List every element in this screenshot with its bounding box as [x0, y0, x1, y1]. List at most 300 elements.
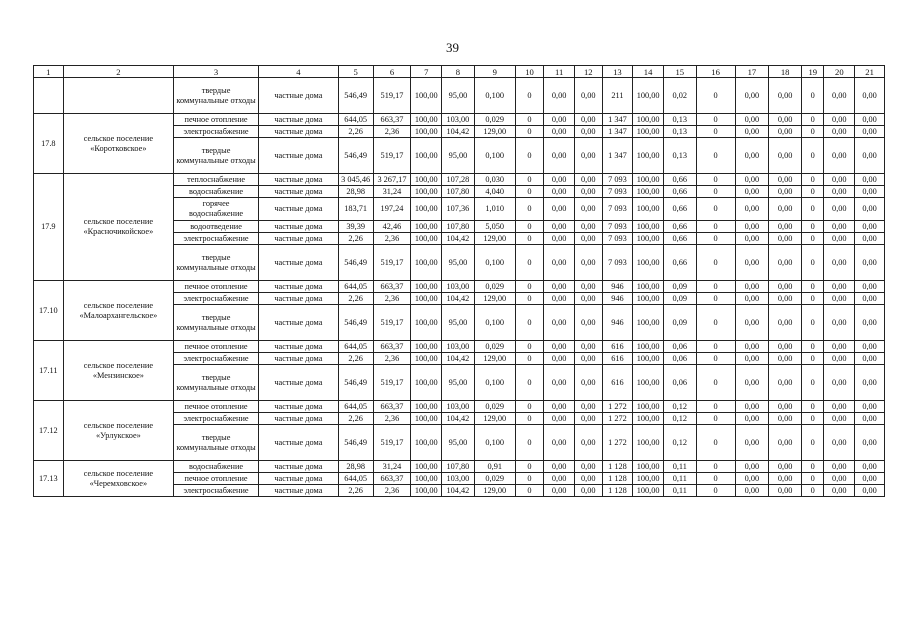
value-cell: 0 — [696, 305, 735, 341]
value-cell: 0,00 — [735, 198, 769, 221]
value-cell: 0,00 — [855, 365, 885, 401]
value-cell: 946 — [602, 293, 633, 305]
value-cell: 183,71 — [338, 198, 373, 221]
housing-type: частные дома — [259, 485, 339, 497]
value-cell: 211 — [602, 78, 633, 114]
value-cell: 0 — [696, 293, 735, 305]
value-cell: 0,00 — [855, 186, 885, 198]
value-cell: 0,00 — [544, 413, 575, 425]
value-cell: 0,00 — [824, 78, 855, 114]
value-cell: 95,00 — [442, 138, 475, 174]
value-cell: 107,80 — [442, 461, 475, 473]
value-cell: 0,00 — [855, 198, 885, 221]
value-cell: 0 — [801, 114, 824, 126]
value-cell: 0 — [801, 281, 824, 293]
value-cell: 0,00 — [574, 198, 602, 221]
value-cell: 2,26 — [338, 485, 373, 497]
housing-type: частные дома — [259, 401, 339, 413]
value-cell: 0,12 — [663, 401, 696, 413]
value-cell: 0,00 — [769, 198, 802, 221]
value-cell: 0,00 — [824, 233, 855, 245]
value-cell: 0,00 — [855, 174, 885, 186]
value-cell: 0,00 — [574, 126, 602, 138]
value-cell: 100,00 — [633, 425, 664, 461]
value-cell: 519,17 — [373, 138, 411, 174]
value-cell: 0 — [515, 174, 544, 186]
value-cell: 0 — [801, 413, 824, 425]
service-type: печное отопление — [174, 114, 259, 126]
value-cell: 0 — [696, 401, 735, 413]
value-cell: 2,36 — [373, 413, 411, 425]
value-cell: 0 — [801, 245, 824, 281]
column-header: 10 — [515, 66, 544, 78]
value-cell: 0 — [696, 341, 735, 353]
value-cell: 0,00 — [824, 245, 855, 281]
value-cell: 0,00 — [544, 126, 575, 138]
value-cell: 0 — [696, 473, 735, 485]
value-cell: 0 — [696, 245, 735, 281]
value-cell: 0,00 — [855, 293, 885, 305]
value-cell: 0 — [696, 126, 735, 138]
value-cell: 0 — [515, 353, 544, 365]
service-type: электроснабжение — [174, 413, 259, 425]
service-type: твердые коммунальные отходы — [174, 305, 259, 341]
value-cell: 0 — [515, 198, 544, 221]
value-cell: 546,49 — [338, 365, 373, 401]
value-cell: 0,00 — [544, 221, 575, 233]
table-row — [34, 174, 885, 186]
value-cell: 0,00 — [855, 245, 885, 281]
value-cell: 0,029 — [474, 114, 515, 126]
header-row — [34, 66, 885, 78]
value-cell: 100,00 — [633, 114, 664, 126]
value-cell: 0,00 — [824, 198, 855, 221]
value-cell: 129,00 — [474, 413, 515, 425]
value-cell: 519,17 — [373, 305, 411, 341]
value-cell: 0,00 — [855, 138, 885, 174]
value-cell: 100,00 — [633, 473, 664, 485]
value-cell: 104,42 — [442, 485, 475, 497]
page-number: 39 — [446, 40, 459, 55]
housing-type: частные дома — [259, 353, 339, 365]
value-cell: 0,100 — [474, 365, 515, 401]
housing-type: частные дома — [259, 293, 339, 305]
value-cell: 0,00 — [855, 485, 885, 497]
table-row — [34, 461, 885, 473]
value-cell: 0,00 — [855, 413, 885, 425]
value-cell: 0,12 — [663, 425, 696, 461]
value-cell: 0,00 — [769, 473, 802, 485]
housing-type: частные дома — [259, 126, 339, 138]
value-cell: 0 — [515, 401, 544, 413]
service-type: электроснабжение — [174, 126, 259, 138]
value-cell: 104,42 — [442, 126, 475, 138]
value-cell: 0,00 — [735, 365, 769, 401]
value-cell: 0,00 — [824, 341, 855, 353]
value-cell: 0,00 — [855, 233, 885, 245]
value-cell: 616 — [602, 341, 633, 353]
value-cell: 0,00 — [769, 425, 802, 461]
table-row — [34, 78, 885, 114]
value-cell: 0,00 — [735, 78, 769, 114]
value-cell: 0,00 — [574, 174, 602, 186]
value-cell: 1 272 — [602, 413, 633, 425]
value-cell: 946 — [602, 305, 633, 341]
value-cell: 0,00 — [544, 365, 575, 401]
value-cell: 100,00 — [411, 233, 442, 245]
value-cell: 129,00 — [474, 353, 515, 365]
value-cell: 107,80 — [442, 186, 475, 198]
column-header: 9 — [474, 66, 515, 78]
value-cell: 100,00 — [633, 126, 664, 138]
value-cell: 31,24 — [373, 461, 411, 473]
value-cell: 100,00 — [411, 174, 442, 186]
value-cell: 0,66 — [663, 174, 696, 186]
value-cell: 0 — [696, 413, 735, 425]
value-cell: 0 — [801, 198, 824, 221]
value-cell: 0,00 — [769, 138, 802, 174]
value-cell: 2,36 — [373, 485, 411, 497]
value-cell: 0,00 — [544, 425, 575, 461]
value-cell: 0 — [801, 233, 824, 245]
value-cell: 0 — [696, 485, 735, 497]
value-cell: 546,49 — [338, 78, 373, 114]
value-cell: 0,00 — [544, 473, 575, 485]
value-cell: 0,00 — [735, 186, 769, 198]
municipality-name: сельское поселение «Красночикойское» — [63, 174, 173, 281]
value-cell: 104,42 — [442, 293, 475, 305]
value-cell: 0 — [515, 413, 544, 425]
value-cell: 100,00 — [633, 341, 664, 353]
value-cell: 100,00 — [633, 233, 664, 245]
value-cell: 0,00 — [769, 186, 802, 198]
value-cell: 0,00 — [735, 353, 769, 365]
value-cell: 0,00 — [824, 281, 855, 293]
value-cell: 0 — [801, 221, 824, 233]
value-cell: 104,42 — [442, 353, 475, 365]
housing-type: частные дома — [259, 186, 339, 198]
value-cell: 519,17 — [373, 425, 411, 461]
value-cell: 0,100 — [474, 78, 515, 114]
value-cell: 0,00 — [855, 473, 885, 485]
value-cell: 519,17 — [373, 245, 411, 281]
value-cell: 0,00 — [735, 461, 769, 473]
housing-type: частные дома — [259, 138, 339, 174]
value-cell: 100,00 — [411, 353, 442, 365]
value-cell: 0,00 — [855, 78, 885, 114]
value-cell: 100,00 — [411, 401, 442, 413]
value-cell: 0 — [515, 186, 544, 198]
value-cell: 546,49 — [338, 425, 373, 461]
value-cell: 0 — [801, 174, 824, 186]
value-cell: 0,030 — [474, 174, 515, 186]
value-cell: 0,00 — [824, 126, 855, 138]
value-cell: 100,00 — [633, 281, 664, 293]
service-type: твердые коммунальные отходы — [174, 425, 259, 461]
value-cell: 0,00 — [544, 485, 575, 497]
value-cell: 644,05 — [338, 281, 373, 293]
column-header: 7 — [411, 66, 442, 78]
value-cell: 104,42 — [442, 233, 475, 245]
value-cell: 1 347 — [602, 114, 633, 126]
value-cell: 107,80 — [442, 221, 475, 233]
value-cell: 100,00 — [411, 198, 442, 221]
value-cell: 0 — [515, 341, 544, 353]
value-cell: 0,00 — [769, 365, 802, 401]
value-cell: 100,00 — [633, 221, 664, 233]
table-row — [34, 281, 885, 293]
housing-type: частные дома — [259, 281, 339, 293]
service-type: печное отопление — [174, 281, 259, 293]
column-header: 13 — [602, 66, 633, 78]
value-cell: 0,00 — [574, 114, 602, 126]
value-cell: 100,00 — [411, 186, 442, 198]
value-cell: 1 347 — [602, 126, 633, 138]
value-cell: 1 128 — [602, 461, 633, 473]
municipality-name: сельское поселение «Черемховское» — [63, 461, 173, 497]
value-cell: 100,00 — [411, 138, 442, 174]
value-cell: 0,00 — [855, 425, 885, 461]
value-cell: 0,00 — [824, 461, 855, 473]
value-cell: 3 045,46 — [338, 174, 373, 186]
value-cell: 0,00 — [574, 305, 602, 341]
value-cell: 0,00 — [735, 341, 769, 353]
value-cell: 0,00 — [735, 114, 769, 126]
column-header: 3 — [174, 66, 259, 78]
value-cell: 100,00 — [633, 174, 664, 186]
value-cell: 31,24 — [373, 186, 411, 198]
tariff-table — [33, 65, 885, 497]
value-cell: 0,00 — [544, 138, 575, 174]
value-cell: 0,00 — [735, 485, 769, 497]
column-header: 8 — [442, 66, 475, 78]
value-cell: 100,00 — [633, 461, 664, 473]
value-cell: 0,00 — [769, 353, 802, 365]
value-cell: 100,00 — [633, 305, 664, 341]
value-cell: 663,37 — [373, 401, 411, 413]
service-type: твердые коммунальные отходы — [174, 245, 259, 281]
value-cell: 0 — [801, 485, 824, 497]
value-cell: 0,00 — [824, 114, 855, 126]
column-header: 5 — [338, 66, 373, 78]
value-cell: 0 — [515, 245, 544, 281]
column-header: 20 — [824, 66, 855, 78]
service-type: твердые коммунальные отходы — [174, 138, 259, 174]
value-cell: 100,00 — [411, 341, 442, 353]
value-cell: 129,00 — [474, 485, 515, 497]
municipality-name: сельское поселение «Коротковское» — [63, 114, 173, 174]
value-cell: 0,029 — [474, 341, 515, 353]
value-cell: 0 — [801, 305, 824, 341]
value-cell: 0,00 — [769, 293, 802, 305]
value-cell: 100,00 — [411, 461, 442, 473]
value-cell: 0,00 — [574, 353, 602, 365]
column-header: 2 — [63, 66, 173, 78]
service-type: теплоснабжение — [174, 174, 259, 186]
value-cell: 103,00 — [442, 281, 475, 293]
value-cell: 0,00 — [769, 281, 802, 293]
value-cell: 0,00 — [544, 114, 575, 126]
value-cell: 129,00 — [474, 293, 515, 305]
value-cell: 0,00 — [574, 341, 602, 353]
value-cell: 0,100 — [474, 138, 515, 174]
value-cell: 0,00 — [824, 485, 855, 497]
value-cell: 616 — [602, 353, 633, 365]
value-cell: 1 272 — [602, 401, 633, 413]
value-cell: 0 — [801, 186, 824, 198]
value-cell: 100,00 — [411, 365, 442, 401]
value-cell: 0,13 — [663, 138, 696, 174]
value-cell: 0,00 — [769, 221, 802, 233]
value-cell: 0,00 — [769, 233, 802, 245]
value-cell: 0 — [515, 281, 544, 293]
value-cell: 0,00 — [574, 461, 602, 473]
value-cell: 663,37 — [373, 473, 411, 485]
value-cell: 0,00 — [544, 233, 575, 245]
value-cell: 0,66 — [663, 245, 696, 281]
value-cell: 100,00 — [411, 126, 442, 138]
value-cell: 0,11 — [663, 485, 696, 497]
value-cell: 0,00 — [544, 78, 575, 114]
value-cell: 0,00 — [544, 353, 575, 365]
value-cell: 0 — [696, 233, 735, 245]
value-cell: 0 — [515, 425, 544, 461]
value-cell: 2,26 — [338, 353, 373, 365]
value-cell: 0 — [515, 233, 544, 245]
value-cell: 0 — [515, 78, 544, 114]
value-cell: 0 — [801, 365, 824, 401]
value-cell: 100,00 — [411, 221, 442, 233]
value-cell: 0,00 — [735, 221, 769, 233]
value-cell: 0,00 — [574, 78, 602, 114]
value-cell: 0,00 — [769, 78, 802, 114]
value-cell: 2,26 — [338, 413, 373, 425]
value-cell: 0 — [515, 473, 544, 485]
value-cell: 0,66 — [663, 186, 696, 198]
value-cell: 0,00 — [855, 353, 885, 365]
value-cell: 95,00 — [442, 305, 475, 341]
value-cell: 0,00 — [544, 401, 575, 413]
value-cell: 0 — [696, 78, 735, 114]
row-number: 17.9 — [34, 174, 64, 281]
value-cell: 103,00 — [442, 114, 475, 126]
value-cell: 0 — [696, 461, 735, 473]
value-cell: 0,12 — [663, 413, 696, 425]
housing-type: частные дома — [259, 78, 339, 114]
value-cell: 2,26 — [338, 233, 373, 245]
value-cell: 0,100 — [474, 245, 515, 281]
value-cell: 95,00 — [442, 425, 475, 461]
value-cell: 0 — [515, 114, 544, 126]
value-cell: 0,00 — [824, 365, 855, 401]
value-cell: 0 — [801, 341, 824, 353]
value-cell: 28,98 — [338, 186, 373, 198]
value-cell: 0,00 — [824, 425, 855, 461]
value-cell: 0,00 — [574, 425, 602, 461]
value-cell: 0,00 — [574, 365, 602, 401]
value-cell: 0 — [801, 425, 824, 461]
value-cell: 0 — [515, 138, 544, 174]
value-cell: 546,49 — [338, 245, 373, 281]
value-cell: 0,00 — [855, 461, 885, 473]
service-type: электроснабжение — [174, 485, 259, 497]
value-cell: 0,11 — [663, 461, 696, 473]
value-cell: 100,00 — [411, 425, 442, 461]
value-cell: 100,00 — [411, 305, 442, 341]
column-header: 18 — [769, 66, 802, 78]
column-header: 1 — [34, 66, 64, 78]
value-cell: 7 093 — [602, 233, 633, 245]
value-cell: 0,00 — [735, 126, 769, 138]
value-cell: 0,00 — [769, 245, 802, 281]
value-cell: 100,00 — [411, 281, 442, 293]
value-cell: 0,00 — [544, 293, 575, 305]
column-header: 12 — [574, 66, 602, 78]
value-cell: 2,36 — [373, 126, 411, 138]
value-cell: 0,00 — [544, 341, 575, 353]
value-cell: 0,100 — [474, 425, 515, 461]
value-cell: 0 — [515, 305, 544, 341]
value-cell: 100,00 — [633, 413, 664, 425]
value-cell: 95,00 — [442, 245, 475, 281]
service-type: водоснабжение — [174, 461, 259, 473]
row-number: 17.8 — [34, 114, 64, 174]
value-cell: 0 — [801, 293, 824, 305]
value-cell: 0 — [801, 401, 824, 413]
value-cell: 0,00 — [824, 473, 855, 485]
service-type: твердые коммунальные отходы — [174, 365, 259, 401]
value-cell: 197,24 — [373, 198, 411, 221]
value-cell: 0 — [696, 281, 735, 293]
value-cell: 1 272 — [602, 425, 633, 461]
value-cell: 0,00 — [824, 401, 855, 413]
value-cell: 100,00 — [411, 473, 442, 485]
value-cell: 0,00 — [735, 305, 769, 341]
value-cell: 2,26 — [338, 293, 373, 305]
table-row — [34, 341, 885, 353]
municipality-name: сельское поселение «Мензинское» — [63, 341, 173, 401]
value-cell: 0,00 — [855, 401, 885, 413]
value-cell: 519,17 — [373, 78, 411, 114]
value-cell: 3 267,17 — [373, 174, 411, 186]
value-cell: 0 — [515, 221, 544, 233]
value-cell: 0,00 — [769, 413, 802, 425]
value-cell: 1,010 — [474, 198, 515, 221]
column-header: 21 — [855, 66, 885, 78]
value-cell: 0 — [696, 186, 735, 198]
housing-type: частные дома — [259, 473, 339, 485]
value-cell: 0,11 — [663, 473, 696, 485]
value-cell: 42,46 — [373, 221, 411, 233]
value-cell: 0,00 — [735, 245, 769, 281]
municipality-name: сельское поселение «Малоархангельское» — [63, 281, 173, 341]
value-cell: 0,00 — [855, 341, 885, 353]
value-cell: 100,00 — [411, 413, 442, 425]
service-type: водоснабжение — [174, 186, 259, 198]
value-cell: 0,00 — [824, 413, 855, 425]
service-type: печное отопление — [174, 401, 259, 413]
housing-type: частные дома — [259, 365, 339, 401]
value-cell: 0,06 — [663, 353, 696, 365]
value-cell: 0,00 — [855, 221, 885, 233]
value-cell: 0 — [801, 473, 824, 485]
housing-type: частные дома — [259, 174, 339, 186]
value-cell: 0,00 — [544, 186, 575, 198]
value-cell: 2,26 — [338, 126, 373, 138]
value-cell: 95,00 — [442, 78, 475, 114]
value-cell: 0,00 — [769, 114, 802, 126]
value-cell: 0 — [696, 221, 735, 233]
